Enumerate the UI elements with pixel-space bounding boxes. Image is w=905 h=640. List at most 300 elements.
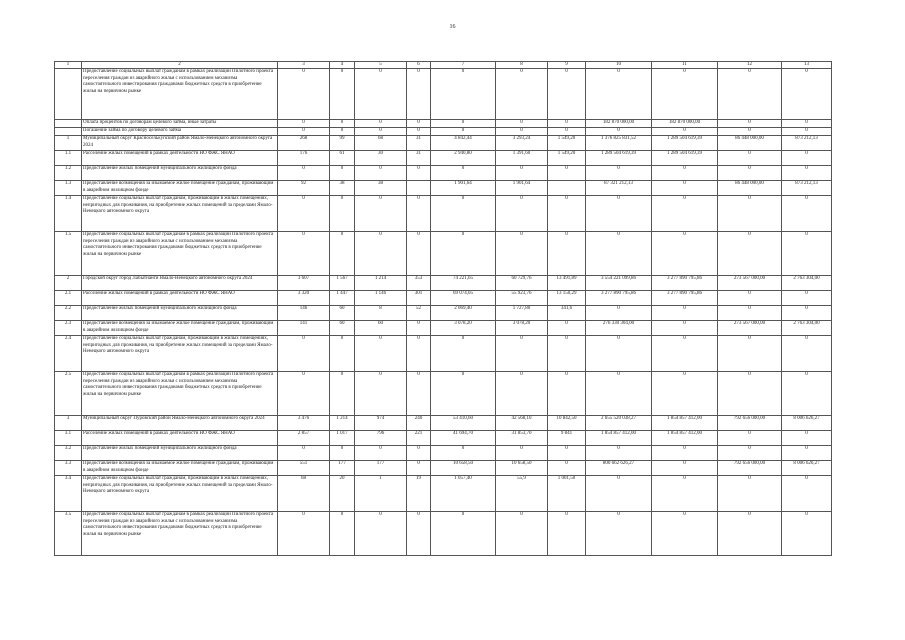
value-cell: 1 017 [330,431,355,446]
column-number: 2 [82,62,278,69]
value-cell: 41 694,70 [431,431,496,446]
table-row [55,291,832,306]
value-cell: 0 [548,166,586,181]
value-cell: 0 [718,166,782,181]
table-row [55,372,832,416]
value-cell: 0 [330,196,355,232]
value-cell: 0 [431,446,496,461]
column-number: 13 [782,62,832,69]
table-row [55,166,832,181]
value-cell: 0 [718,512,782,556]
row-number: 3.4 [55,476,82,512]
value-cell: 0 [782,128,832,136]
value-cell: 0 [652,128,718,136]
table-row [55,336,832,372]
value-cell: 1 549,20 [548,151,586,166]
value-cell: 1 391,60 [496,151,548,166]
value-cell: 0 [496,69,548,120]
value-cell: 0 [548,69,586,120]
value-cell: 0 [431,196,496,232]
row-number [55,128,82,136]
row-number: 2.4 [55,336,82,372]
value-cell: 0 [330,120,355,128]
value-cell: 0 [431,232,496,276]
value-cell: 38 [355,181,407,196]
value-cell: 176 [278,151,330,166]
row-number: 1.3 [55,181,82,196]
row-number: 1.5 [55,232,82,276]
value-cell: 2 940,80 [431,151,496,166]
header-row [55,62,832,69]
value-cell: 792 656 000,00 [718,461,782,476]
value-cell: 0 [431,166,496,181]
value-cell: 0 [496,196,548,232]
value-cell: 146 [278,306,330,321]
row-description: Предоставление социальных выплат гражданам в рамках реализации Пилотного проекта переселения граждан из аварийного жилья с использованием механизма самостоятельного инвестирования гражданами бюджетных средств в приобретение жилья на первичном рынке [82,512,278,556]
value-cell: 873 212,13 [782,181,832,196]
value-cell: 8 006 626,27 [782,416,832,431]
value-cell: 273 567 000,00 [718,321,782,336]
value-cell: 0 [407,196,431,232]
value-cell: 38 [330,181,355,196]
value-cell: 0 [586,512,652,556]
value-cell: 0 [652,321,718,336]
value-cell: 31 [407,151,431,166]
value-cell: 1 901,64 [496,181,548,196]
value-cell: 20 [330,476,355,512]
value-cell: 31 853,70 [496,431,548,446]
row-description: Погашение займа по договору целевого займа [82,128,278,136]
value-cell: 68 [355,136,407,151]
value-cell: 69 074,05 [431,291,496,306]
value-cell: 92 [278,181,330,196]
row-number: 2.2 [55,306,82,321]
row-description: Предоставление социальных выплат гражданам, проживающим в жилых помещениях, непригодных для проживания, на приобретение жилых помещений за пределами Ямало-Ненецкого автономного округа [82,476,278,512]
value-cell: 0 [431,120,496,128]
value-cell: 0 [407,512,431,556]
row-number: 3.1 [55,431,82,446]
row-description: Предоставление социальных выплат гражданам в рамках реализации Пилотного проекта переселения граждан из аварийного жилья с использованием механизма самостоятельного инвестирования гражданами бюджетных средств в приобретение жилья на первичном рынке [82,232,278,276]
table-row [55,446,832,461]
value-cell: 182 870 000,00 [586,120,652,128]
value-cell: 68 [278,476,330,512]
value-cell: 0 [496,512,548,556]
value-cell: 0 [782,120,832,128]
value-cell: 0 [355,128,407,136]
value-cell: 3 277 890 795,86 [586,291,652,306]
value-cell: 55,9 [496,476,548,512]
row-description: Предоставление жилых помещений муниципального жилищного фонда [82,306,278,321]
value-cell: 10 658,50 [431,461,496,476]
value-cell: 61 [330,151,355,166]
value-cell: 0 [548,196,586,232]
value-cell: 353 [407,276,431,291]
row-description: Предоставление социальных выплат гражданам, проживающим в жилых помещениях, непригодных для проживания, на приобретение жилых помещений за пределами Ямало-Ненецкого автономного округа [82,196,278,232]
value-cell: 0 [782,69,832,120]
column-number: 1 [55,62,82,69]
value-cell: 0 [496,232,548,276]
row-number: 1.1 [55,151,82,166]
row-number: 1.2 [55,166,82,181]
value-cell: 0 [652,232,718,276]
value-cell: 1 854 857 412,00 [652,431,718,446]
value-cell: 0 [652,461,718,476]
value-cell: 0 [718,196,782,232]
value-cell: 86 448 000,00 [718,136,782,151]
value-cell: 1 567 [330,276,355,291]
value-cell: 0 [718,291,782,306]
value-cell: 0 [431,128,496,136]
value-cell: 0 [782,446,832,461]
value-cell: 2 655 520 038,27 [586,416,652,431]
value-cell: 60 [330,321,355,336]
value-cell: 19 [407,476,431,512]
value-cell: 0 [407,461,431,476]
column-number: 10 [586,62,652,69]
value-cell: 182 870 000,00 [652,120,718,128]
value-cell: 273 567 000,00 [718,276,782,291]
value-cell: 0 [718,69,782,120]
value-cell: 0 [782,291,832,306]
value-cell: 1 901,64 [431,181,496,196]
value-cell: 0 [586,69,652,120]
value-cell: 0 [548,120,586,128]
table-row [55,431,832,446]
value-cell: 1 289 504 619,39 [652,151,718,166]
value-cell: 0 [586,446,652,461]
row-description: Оплата процентов по договорам целевого займа, иные затраты [82,120,278,128]
value-cell: 0 [496,372,548,416]
value-cell: 0 [548,128,586,136]
value-cell: 0 [407,372,431,416]
value-cell: 1 289 504 619,39 [652,136,718,151]
value-cell: 0 [718,232,782,276]
value-cell: 0 [278,232,330,276]
value-cell: 0 [496,120,548,128]
value-cell: 0 [355,336,407,372]
value-cell: 60 729,76 [496,276,548,291]
value-cell: 0 [355,166,407,181]
row-number: 2.5 [55,372,82,416]
value-cell: 0 [407,232,431,276]
value-cell: 301 [407,291,431,306]
column-number: 8 [496,62,548,69]
value-cell: 0 [278,372,330,416]
value-cell: 3 293,24 [496,136,548,151]
value-cell: 0 [407,120,431,128]
table-row [55,181,832,196]
value-cell: 0 [718,372,782,416]
value-cell: 0 [586,232,652,276]
column-number: 5 [355,62,407,69]
row-number: 1 [55,136,82,151]
value-cell: 0 [586,336,652,372]
value-cell: 1 289 504 619,39 [586,151,652,166]
value-cell: 0 [652,446,718,461]
value-cell: 873 212,13 [782,136,832,151]
page-number: 16 [449,24,456,30]
table-row [55,136,832,151]
row-description: Предоставление жилых помещений муниципального жилищного фонда [82,446,278,461]
value-cell: 0 [496,446,548,461]
value-cell: 0 [652,476,718,512]
row-number: 3.2 [55,446,82,461]
table-row [55,461,832,476]
value-cell: 2 857 [278,431,330,446]
value-cell: 240 [407,416,431,431]
row-description: Расселение жилых помещений в рамках деятельности НО ФЖС ЯНАО [82,291,278,306]
table-row [55,120,832,128]
value-cell: 0 [718,431,782,446]
value-cell: 2 763 304,00 [782,321,832,336]
row-description: Расселение жилых помещений в рамках деятельности НО ФЖС ЯНАО [82,151,278,166]
value-cell: 0 [782,372,832,416]
row-description: Расселение жилых помещений в рамках деятельности НО ФЖС ЯНАО [82,431,278,446]
value-cell: 0 [718,151,782,166]
value-cell: 0 [496,336,548,372]
value-cell: 30 [355,151,407,166]
value-cell: 1 854 857 412,00 [652,416,718,431]
value-cell: 0 [548,232,586,276]
value-cell: 268 [278,136,330,151]
row-description: Предоставление социальных выплат гражданам в рамках реализации Пилотного проекта переселения граждан из аварийного жилья с использованием механизма самостоятельного инвестирования гражданами бюджетных средств в приобретение жилья на первичном рынке [82,372,278,416]
value-cell: 0 [278,166,330,181]
value-cell: 0 [652,512,718,556]
value-cell: 0 [782,166,832,181]
table-row [55,476,832,512]
value-cell: 0 [355,372,407,416]
row-description: Муниципальный округ Красноселькупский район Ямало-Ненецкого автономного округа 2024 [82,136,278,151]
value-cell: 3 320 [278,291,330,306]
value-cell: 0 [586,306,652,321]
value-cell: 0 [548,321,586,336]
value-cell: 0 [355,196,407,232]
value-cell: 0 [652,166,718,181]
column-number: 3 [278,62,330,69]
value-cell: 0 [278,446,330,461]
value-cell: 177 [355,461,407,476]
value-cell: 74 221,65 [431,276,496,291]
value-cell: 796 [355,431,407,446]
value-cell: 0 [782,336,832,372]
value-cell: 0 [355,512,407,556]
value-cell: 0 [278,120,330,128]
value-cell: 0 [330,166,355,181]
value-cell: 0 [496,128,548,136]
value-cell: 13 150,29 [548,291,586,306]
value-cell: 87 321 212,13 [586,181,652,196]
value-cell: 0 [652,336,718,372]
column-number: 11 [652,62,718,69]
value-cell: 0 [782,512,832,556]
column-number: 4 [330,62,355,69]
value-cell: 3 607 [278,276,330,291]
value-cell: 1 146 [355,291,407,306]
table-row [55,69,832,120]
value-cell: 3 277 890 795,86 [652,291,718,306]
value-cell: 0 [330,512,355,556]
value-cell: 0 [652,196,718,232]
value-cell: 0 [431,372,496,416]
value-cell: 0 [355,69,407,120]
data-table [54,61,832,556]
row-description: Предоставление социальных выплат гражданам в рамках реализации Пилотного проекта переселения граждан из аварийного жилья с использованием механизма самостоятельного инвестирования гражданами бюджетных средств в приобретение жилья на первичном рынке [82,69,278,120]
value-cell: 0 [548,336,586,372]
value-cell: 0 [586,196,652,232]
value-cell: 0 [407,166,431,181]
value-cell: 0 [718,120,782,128]
value-cell: 974 [355,416,407,431]
value-cell: 0 [782,196,832,232]
value-cell: 0 [718,476,782,512]
value-cell: 1 447 [330,291,355,306]
value-cell: 13 491,89 [548,276,586,291]
value-cell [407,181,431,196]
value-cell: 2 763 304,00 [782,276,832,291]
value-cell: 1 854 857 412,00 [586,431,652,446]
value-cell: 0 [355,446,407,461]
value-cell: 0 [407,69,431,120]
value-cell: 1 214 [330,416,355,431]
value-cell: 0 [278,336,330,372]
value-cell: 0 [586,372,652,416]
table-row [55,321,832,336]
value-cell: 0 [548,461,586,476]
value-cell: 0 [355,232,407,276]
value-cell: 3 078,20 [431,321,496,336]
row-description: Городской округ город Лабытнанги Ямало-Ненецкого автономного округа 2024 [82,276,278,291]
value-cell: 9 841 [548,431,586,446]
value-cell: 2 069,40 [431,306,496,321]
value-cell: 1 214 [355,276,407,291]
value-cell: 0 [355,120,407,128]
value-cell: 0 [330,69,355,120]
value-cell: 0 [718,446,782,461]
value-cell: 0 [278,128,330,136]
value-cell: 0 [652,181,718,196]
row-number: 2.1 [55,291,82,306]
value-cell: 86 448 000,00 [718,181,782,196]
value-cell: 0 [718,128,782,136]
value-cell: 0 [431,69,496,120]
table-row [55,276,832,291]
value-cell: 0 [330,372,355,416]
value-cell: 0 [278,196,330,232]
value-cell: 60 [330,306,355,321]
value-cell: 0 [407,336,431,372]
value-cell: 0 [782,151,832,166]
value-cell: 3 277 890 795,86 [652,276,718,291]
table-row [55,512,832,556]
value-cell: 60 [355,321,407,336]
value-cell: 0 [548,446,586,461]
value-cell: 3 554 221 099,86 [586,276,652,291]
value-cell: 0 [586,166,652,181]
column-number: 12 [718,62,782,69]
table-row [55,232,832,276]
value-cell: 0 [407,446,431,461]
value-cell: 0 [407,321,431,336]
value-cell: 10 658,50 [496,461,548,476]
value-cell: 4 842,44 [431,136,496,151]
column-number: 7 [431,62,496,69]
row-number: 3 [55,416,82,431]
column-number: 9 [548,62,586,69]
value-cell: 0 [548,512,586,556]
value-cell: 1 549,20 [548,136,586,151]
value-cell: 0 [652,69,718,120]
value-cell: 0 [330,232,355,276]
value-cell: 276 330 304,00 [586,321,652,336]
value-cell: 52 [407,306,431,321]
value-cell: 341,6 [548,306,586,321]
value-cell: 792 656 000,00 [718,416,782,431]
value-cell: 10 842,50 [548,416,586,431]
row-description: Предоставление возмещения за изымаемое жилое помещение гражданам, проживающим в аварийном жилищном фонде [82,321,278,336]
row-description: Предоставление социальных выплат гражданам, проживающим в жилых помещениях, непригодных для проживания, на приобретение жилых помещений за пределами Ямало-Ненецкого автономного округа [82,336,278,372]
value-cell: 177 [330,461,355,476]
value-cell: 31 [407,136,431,151]
value-cell: 0 [407,128,431,136]
row-number [55,120,82,128]
value-cell: 55 923,76 [496,291,548,306]
table-row [55,128,832,136]
value-cell: 141 [278,321,330,336]
value-cell: 0 [496,166,548,181]
table-row [55,196,832,232]
value-cell: 0 [652,372,718,416]
value-cell: 1 376 825 831,52 [586,136,652,151]
row-number: 2.3 [55,321,82,336]
value-cell: 551 [278,461,330,476]
value-cell: 0 [548,372,586,416]
value-cell: 1 [355,476,407,512]
value-cell: 8 006 626,27 [782,461,832,476]
value-cell: 42 568,10 [496,416,548,431]
value-cell: 0 [330,336,355,372]
value-cell: 0 [782,306,832,321]
value-cell: 0 [330,128,355,136]
value-cell: 3 078,20 [496,321,548,336]
row-number: 2 [55,276,82,291]
value-cell: 1 057,40 [431,476,496,512]
row-description: Предоставление возмещения за изымаемое жилое помещение гражданам, проживающим в аварийном жилищном фонде [82,181,278,196]
value-cell: 8 [355,306,407,321]
row-number: 1.4 [55,196,82,232]
value-cell [548,181,586,196]
value-cell: 0 [431,512,496,556]
value-cell: 0 [718,306,782,321]
value-cell: 99 [330,136,355,151]
value-cell: 0 [782,232,832,276]
value-cell: 221 [407,431,431,446]
row-number: 3.3 [55,461,82,476]
value-cell: 0 [278,512,330,556]
table-row [55,306,832,321]
row-description: Предоставление возмещения за изымаемое жилое помещение гражданам, проживающим в аварийном жилищном фонде [82,461,278,476]
value-cell: 0 [782,476,832,512]
value-cell: 53 410,60 [431,416,496,431]
row-description: Муниципальный округ Пуровский район Ямало-Ненецкого автономного округа 2024 [82,416,278,431]
table-row [55,151,832,166]
value-cell: 0 [586,476,652,512]
value-cell: 0 [718,336,782,372]
value-cell: 0 [586,128,652,136]
value-cell: 1 727,80 [496,306,548,321]
value-cell: 1 001,50 [548,476,586,512]
table-row [55,416,832,431]
row-description: Предоставление жилых помещений муниципального жилищного фонда [82,166,278,181]
